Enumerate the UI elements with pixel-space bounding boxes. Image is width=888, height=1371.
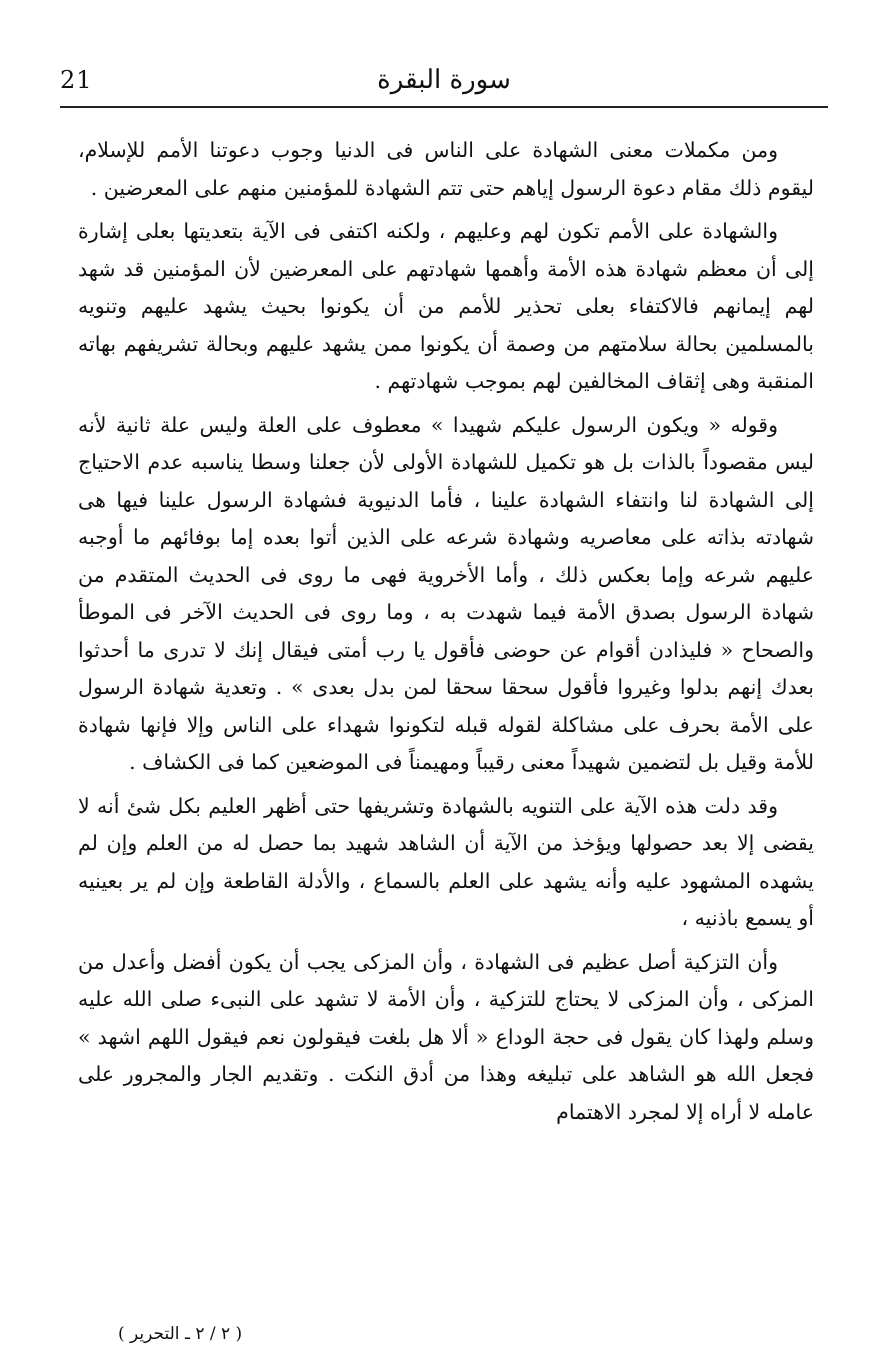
chapter-title: سورة البقرة (377, 65, 511, 95)
paragraph: وقد دلت هذه الآية على التنويه بالشهادة وتشريفها حتى أظهر العليم بكل شئ أنه لا يقضى إلا بعد حصولها ويؤخذ من الآية أن الشاهد شهيد بما حصل له من العلم وإن لم يشهده المشهود عليه وأنه يشهد على العلم بالسماع ، والأدلة القاطعة وإن لم ير بعينيه أو يسمع باذنيه ، (78, 793, 814, 930)
signature-mark: ( ٢ / ٢ ـ التحرير ) (118, 1324, 243, 1344)
paragraph: وقوله « ويكون الرسول عليكم شهيدا » معطوف على العلة وليس علة ثانية لأنه ليس مقصوداً بالذات بل هو تكميل للشهادة الأولى لأن جعلنا وسطا يناسبه عدم الاحتياج إلى الشهادة لنا وانتفاء الشهادة علينا ، فأما الدنيوية فشهادة الرسول علينا فيها هى شهادته بذاته على معاصريه وشهادة شرعه على الذين أتوا بعده إما بوفائهم ما أوجبه عليهم شرعه وإما بعكس ذلك ، وأما الأخروية فهى ما روى فى الحديث المتقدم من شهادة الرسول بصدق الأمة فيما شهدت به ، وما روى فى الحديث الآخر فى الموطأ والصحاح « فليذادن أقوام عن حوضى فأقول يا رب أمتى فيقال إنك لا تدرى ما أحدثوا بعدك إنهم بدلوا وغيروا فأقول سحقا سحقا لمن بدل بعدى » . وتعدية شهادة الرسول على الأمة بحرف على مشاكلة لقوله قبله لتكونوا شهداء على الناس وإلا فإنها شهادة للأمة وقيل بل لتضمين شهيداً معنى رقيباً ومهيمناً فى الموضعين كما فى الكشاف . (78, 412, 814, 774)
paragraph: ومن مكملات معنى الشهادة على الناس فى الدنيا وجوب دعوتنا الأمم للإسلام، ليقوم ذلك مقام دعوة الرسول إياهم حتى تتم الشهادة للمؤمنين منهم على المعرضين . (78, 138, 814, 200)
page-number: 21 (60, 66, 93, 94)
paragraph: والشهادة على الأمم تكون لهم وعليهم ، ولكنه اكتفى فى الآية بتعديتها بعلى إشارة إلى أن معظم شهادة هذه الأمة وأهمها شهادتهم على المعرضين لأن المؤمنين قد شهد لهم إيمانهم فالاكتفاء بعلى تحذير للأمم من أن يكونوا بحيث يشهد عليهم وتنويه بالمسلمين بحالة سلامتهم من وصمة أن يكونوا ممن يشهد عليهم وبحالة تشريفهم بهاته المنقبة وهى إثقاف المخالفين لهم بموجب شهادتهم . (78, 219, 814, 393)
paragraph: وأن التزكية أصل عظيم فى الشهادة ، وأن المزكى يجب أن يكون أفضل وأعدل من المزكى ، وأن المزكى لا يحتاج للتزكية ، وأن الأمة لا تشهد على النبىء صلى الله عليه وسلم ولهذا كان يقول فى حجة الوداع « ألا هل بلغت فيقولون نعم فيقول اللهم اشهد » فجعل الله هو الشاهد على تبليغه وهذا من أدق النكت . وتقديم الجار والمجرور على عامله لا أراه إلا لمجرد الاهتمام (78, 949, 814, 1124)
header-divider (60, 106, 828, 108)
body-text (78, 132, 814, 1131)
page-header (60, 58, 828, 102)
